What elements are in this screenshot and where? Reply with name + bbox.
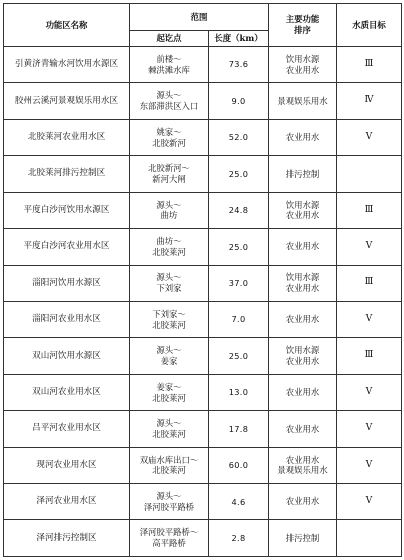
- target-cell: Ⅲ: [337, 192, 402, 228]
- function-cell: 饮用水源 农业用水: [269, 192, 337, 228]
- function-cell: 农业用水: [269, 119, 337, 155]
- water-function-zone-table: [3, 3, 402, 557]
- range-cell: 源头～ 姜家: [130, 338, 209, 374]
- table-row: [4, 411, 402, 447]
- length-cell: 25.0: [209, 156, 269, 192]
- zone-name-cell: 泽河排污控制区: [4, 520, 130, 557]
- length-cell: 24.8: [209, 192, 269, 228]
- length-cell: 2.8: [209, 520, 269, 557]
- range-cell: 双庙水库出口～ 北胶莱河: [130, 447, 209, 483]
- zone-name-cell: 现河农业用水区: [4, 447, 130, 483]
- function-cell: 饮用水源 农业用水: [269, 47, 337, 83]
- target-cell: Ⅴ: [337, 119, 402, 155]
- length-cell: 60.0: [209, 447, 269, 483]
- function-cell: 饮用水源 农业用水: [269, 338, 337, 374]
- table-row: [4, 301, 402, 337]
- range-cell: 姚家～ 北胶新河: [130, 119, 209, 155]
- header-function: 主要功能 排序: [269, 4, 337, 47]
- function-cell: 农业用水: [269, 301, 337, 337]
- length-cell: 52.0: [209, 119, 269, 155]
- range-cell: 曲坊～ 北胶莱河: [130, 229, 209, 265]
- range-cell: 源头～ 下刘家: [130, 265, 209, 301]
- table-row: [4, 47, 402, 83]
- function-cell: 农业用水 景观娱乐用水: [269, 447, 337, 483]
- target-cell: Ⅴ: [337, 447, 402, 483]
- target-cell: Ⅲ: [337, 338, 402, 374]
- range-cell: 源头～ 北胶莱河: [130, 411, 209, 447]
- length-cell: 4.6: [209, 484, 269, 520]
- zone-name-cell: 胶州云溪河景观娱乐用水区: [4, 83, 130, 119]
- zone-name-cell: 吕平河农业用水区: [4, 411, 130, 447]
- function-cell: 农业用水: [269, 374, 337, 410]
- range-cell: 源头～ 泽河胶平路桥: [130, 484, 209, 520]
- zone-name-cell: 泽河农业用水区: [4, 484, 130, 520]
- zone-name-cell: 北胶莱河农业用水区: [4, 119, 130, 155]
- target-cell: Ⅴ: [337, 374, 402, 410]
- length-cell: 7.0: [209, 301, 269, 337]
- table-row: [4, 338, 402, 374]
- zone-name-cell: 双山河农业用水区: [4, 374, 130, 410]
- length-cell: 13.0: [209, 374, 269, 410]
- range-cell: 姜家～ 北胶莱河: [130, 374, 209, 410]
- table-row: [4, 520, 402, 557]
- target-cell: [337, 520, 402, 557]
- zone-name-cell: 平度白沙河饮用水源区: [4, 192, 130, 228]
- target-cell: Ⅳ: [337, 83, 402, 119]
- target-cell: Ⅴ: [337, 229, 402, 265]
- function-cell: 景观娱乐用水: [269, 83, 337, 119]
- table-row: [4, 83, 402, 119]
- range-cell: 北胶新河～ 新河大闸: [130, 156, 209, 192]
- range-cell: 泽河胶平路桥～ 高平路桥: [130, 520, 209, 557]
- zone-name-cell: 平度白沙河农业用水区: [4, 229, 130, 265]
- zone-name-cell: 北胶莱河排污控制区: [4, 156, 130, 192]
- table-row: [4, 484, 402, 520]
- table-row: [4, 119, 402, 155]
- header-zone-name: 功能区名称: [4, 4, 130, 47]
- target-cell: Ⅲ: [337, 265, 402, 301]
- function-cell: 农业用水: [269, 229, 337, 265]
- target-cell: Ⅴ: [337, 484, 402, 520]
- length-cell: 25.0: [209, 229, 269, 265]
- range-cell: 源头～ 曲坊: [130, 192, 209, 228]
- target-cell: Ⅲ: [337, 47, 402, 83]
- zone-name-cell: 淄阳河农业用水区: [4, 301, 130, 337]
- target-cell: [337, 156, 402, 192]
- range-cell: 下刘家～ 北胶莱河: [130, 301, 209, 337]
- function-cell: 农业用水: [269, 484, 337, 520]
- header-target: 水质目标: [337, 4, 402, 47]
- target-cell: Ⅴ: [337, 301, 402, 337]
- header-length: 长度（km）: [209, 31, 269, 47]
- function-cell: 排污控制: [269, 520, 337, 557]
- zone-name-cell: 双山河饮用水源区: [4, 338, 130, 374]
- length-cell: 25.0: [209, 338, 269, 374]
- table-row: [4, 156, 402, 192]
- table-row: [4, 374, 402, 410]
- table-row: [4, 265, 402, 301]
- range-cell: 前楼～ 棘洪滩水库: [130, 47, 209, 83]
- function-cell: 饮用水源 农业用水: [269, 265, 337, 301]
- header-range: 范围: [130, 4, 269, 31]
- function-cell: 农业用水: [269, 411, 337, 447]
- table-row: [4, 229, 402, 265]
- zone-name-cell: 引黄济青输水河饮用水源区: [4, 47, 130, 83]
- length-cell: 37.0: [209, 265, 269, 301]
- zone-name-cell: 淄阳河饮用水源区: [4, 265, 130, 301]
- function-cell: 排污控制: [269, 156, 337, 192]
- range-cell: 源头～ 东部滞洪区入口: [130, 83, 209, 119]
- table-row: [4, 192, 402, 228]
- length-cell: 17.8: [209, 411, 269, 447]
- target-cell: Ⅴ: [337, 411, 402, 447]
- header-start-end: 起讫点: [130, 31, 209, 47]
- table-row: [4, 447, 402, 483]
- length-cell: 9.0: [209, 83, 269, 119]
- length-cell: 73.6: [209, 47, 269, 83]
